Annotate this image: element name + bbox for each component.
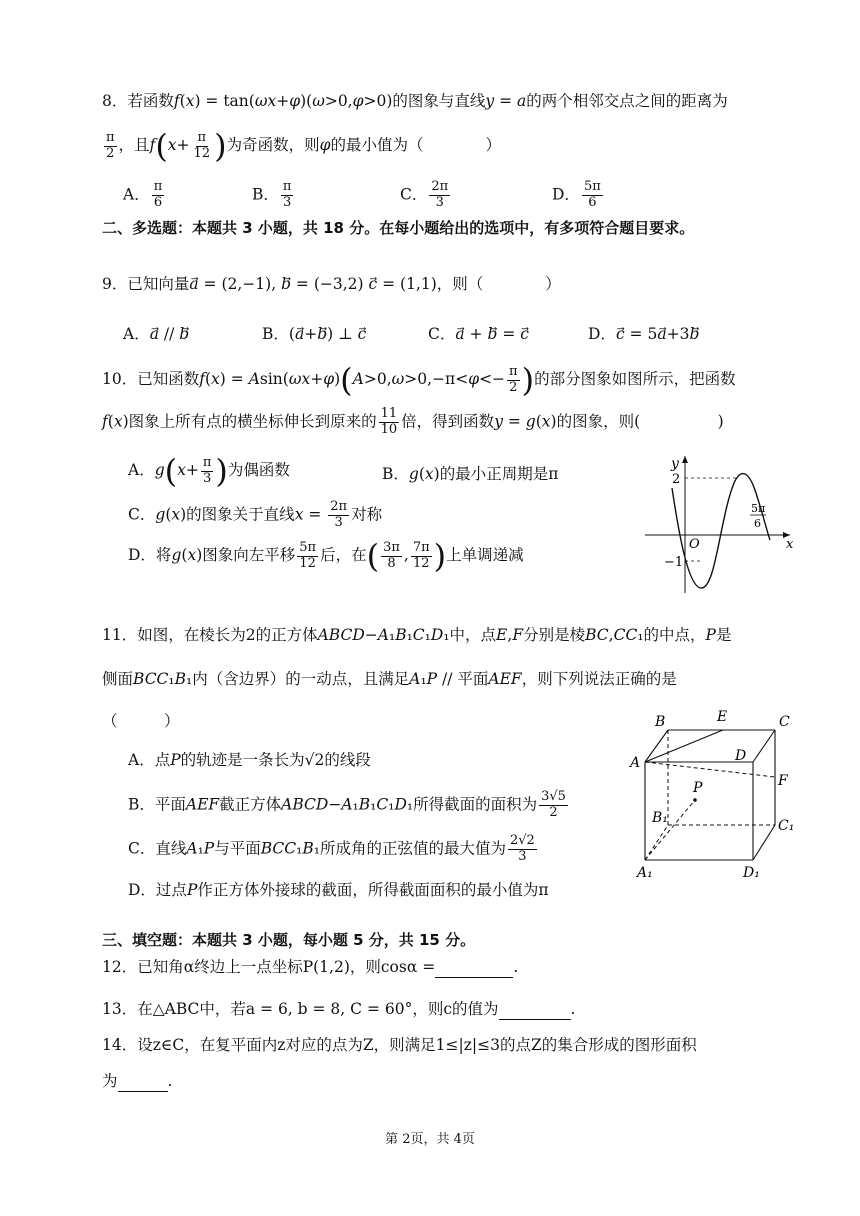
q8-line1: 8．若函数f(x) = tan(ωx+φ)(ω>0,φ>0)的图象与直线y = a的两个相邻交点之间的距离为 [102,92,728,110]
q11-line1: 11．如图，在棱长为2的正方体ABCD−A₁B₁C₁D₁中，点E,F分别是棱BC,CC₁的中点，P是 [102,626,732,644]
q8-option-b: B． $\frac{\pi}{3}$ [252,179,292,210]
q10-graph-ymax: 2 [672,472,681,487]
q10-graph [640,448,800,598]
q8-option-a: A． $\frac{\pi}{6}$ [123,179,163,210]
cube-label-p: P [693,780,703,796]
q13-answer-blank[interactable] [499,1000,571,1020]
q14-line2: 为 . [102,1072,173,1090]
q10-option-d: D．将g(x)图象向左平移 $\frac{5\pi}{12}$ 后，在( $\frac{3\pi}{8}$ , $\frac{7\pi}{12}$ )上单调递减 [128,537,524,575]
q8-option-c: C． $\frac{2\pi}{3}$ [400,179,449,210]
q11-option-b: B．平面AEF截正方体ABCD−A₁B₁C₁D₁所得截面的面积为 $\frac{3√5}{2}$ [128,789,566,820]
cube-label-d1: D₁ [743,865,760,881]
cube-label-c: C [779,714,790,730]
q10-graph-origin: O [689,537,700,552]
cube-label-e: E [717,709,728,725]
q13-stem: 13．在△ABC中，若a = 6, b = 8, C = 60°，则c的值为 [102,1000,499,1018]
q12-stem: 12．已知角α终边上一点坐标P(1,2)，则cosα = [102,958,436,976]
q9-option-a: A．a⃗ // b [123,325,190,343]
q10-graph-mark-den: 6 [754,517,761,530]
q11-option-d: D．过点P作正方体外接球的截面，所得截面面积的最小值为π [128,881,549,899]
q10-graph-y-label: y [671,456,679,472]
q10-option-a: A．g(x+ $\frac{\pi}{3}$ )为偶函数 [128,452,290,490]
q13: 13．在△ABC中，若a = 6, b = 8, C = 60°，则c的值为 . [102,1000,576,1018]
q8-line2: $\frac{\pi}{2}$ ，且f(x+ $\frac{\pi}{12}$ )为奇函数，则φ的最小值为（ ） [106,127,501,165]
q10-option-b: B．g(x)的最小正周期是π [382,465,559,483]
q12-answer-blank[interactable] [435,958,513,978]
q9-option-c: C．a⃗ + b⃗ = c [428,325,529,343]
q12: 12．已知角α终边上一点坐标P(1,2)，则cosα = . [102,958,519,976]
q9-stem: 9．已知向量a⃗ = (2,−1), b⃗ = (−3,2) c⃗ = (1,1)，则（ ） [102,275,561,293]
cube-label-a: A [630,755,641,771]
q11-line3: （ ） [102,712,180,730]
q11-option-c: C．直线A₁P与平面BCC₁B₁所成角的正弦值的最大值为 $\frac{2√2}{3}$ [128,833,535,864]
q10-graph-ymin: −1 [664,555,684,570]
q14-line1: 14．设z∈C，在复平面内z对应的点为Z，则满足1≤|z|≤3的点Z的集合形成的图形面积 [102,1036,697,1054]
q10-line2: f(x)图象上所有点的横坐标伸长到原来的 $\frac{11}{10}$ 倍，得到函数y = g(x)的图象，则( ) [102,406,724,437]
q11-line2: 侧面BCC₁B₁内（含边界）的一动点，且满足A₁P // 平面AEF，则下列说法正确的是 [102,670,677,688]
cube-label-c1: C₁ [778,818,795,834]
cube-label-d: D [735,748,747,764]
q10-line1: 10．已知函数f(x) = Asin(ωx+φ)(A>0,ω>0,−π<φ<− $\frac{\pi}{2}$ )的部分图象如图所示，把函数 [102,361,736,399]
section2-heading: 二、多选题：本题共 3 小题，共 18 分。在每小题给出的选项中，有多项符合题目要求。 [102,219,695,237]
cube-label-b: B [655,714,666,730]
cube-label-b1: B₁ [652,810,668,826]
q11-option-a: A．点P的轨迹是一条长为√2的线段 [128,751,371,769]
q14-answer-blank[interactable] [118,1072,168,1092]
q10-option-c: C．g(x)的图象关于直线x = $\frac{2\pi}{3}$ 对称 [128,499,383,530]
q14-line2-text: 为 [102,1072,118,1090]
cube-label-a1: A₁ [637,865,653,881]
q11-cube-figure [625,705,805,885]
q10-graph-mark-num: 5π [751,502,766,515]
page-footer: 第 2页，共 4页 [385,1132,475,1147]
section3-heading: 三、填空题：本题共 3 小题，每小题 5 分，共 15 分。 [102,931,476,949]
q9-option-d: D．c⃗ = 5a⃗+3b [588,325,700,343]
q9-option-b: B．(a⃗+b⃗) ⊥ c [262,325,367,343]
q8-option-d: D． $\frac{5\pi}{6}$ [552,179,601,210]
q10-graph-x-label: x [786,537,794,552]
cube-label-f: F [778,773,788,789]
